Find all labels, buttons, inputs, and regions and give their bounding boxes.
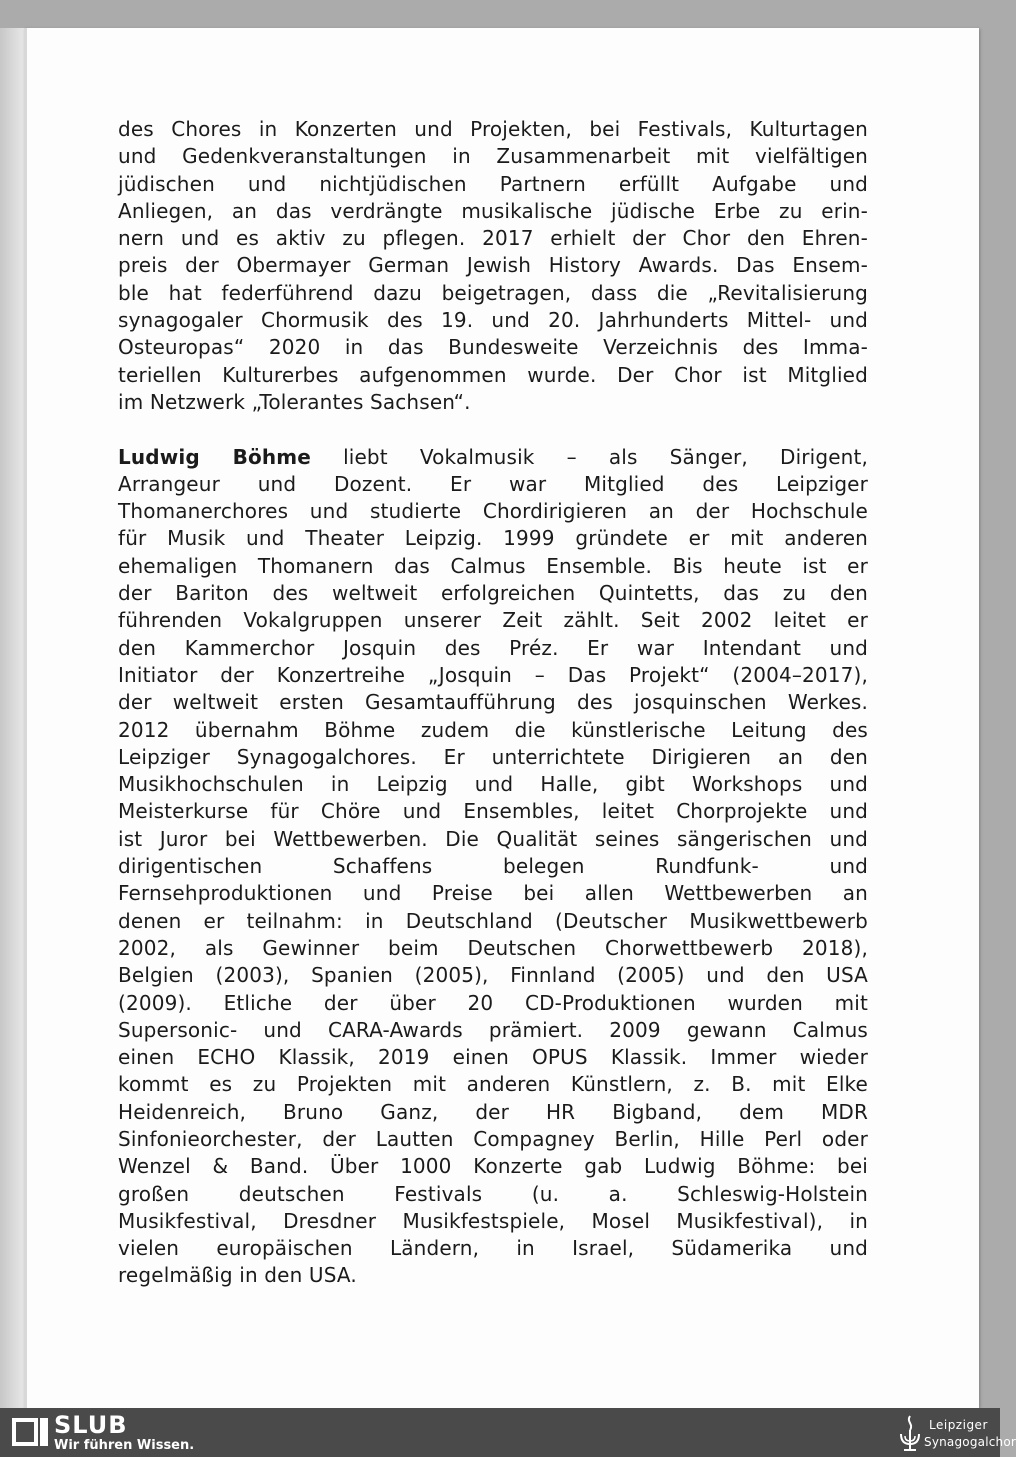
text-line: Osteuropas“ 2020 in das Bundesweite Verzeichnis des Imma- xyxy=(118,335,868,360)
text-line: Supersonic- und CARA-Awards prämiert. 2009 gewann Calmus xyxy=(118,1017,868,1042)
text-line: ble hat federführend dazu beigetragen, dass die „Revitalisierung xyxy=(118,280,868,305)
text-line: Leipziger Synagogalchores. Er unterrichtete Dirigieren an den xyxy=(118,744,868,769)
text-line: der Bariton des weltweit erfolgreichen Quintetts, das zu den xyxy=(118,581,868,606)
text-line: jüdischen und nichtjüdischen Partnern erfüllt Aufgabe und xyxy=(118,171,868,196)
text-line: für Musik und Theater Leipzig. 1999 gründete er mit anderen xyxy=(118,526,868,551)
text-line: einen ECHO Klassik, 2019 einen OPUS Klassik. Immer wieder xyxy=(118,1045,868,1070)
text-line: Musikhochschulen in Leipzig und Halle, gibt Workshops und xyxy=(118,772,868,797)
text-line: nern und es aktiv zu pflegen. 2017 erhielt der Chor den Ehren- xyxy=(118,226,868,251)
text-line: führenden Vokalgruppen unserer Zeit zählt. Seit 2002 leitet er xyxy=(118,608,868,633)
text-line: 2012 übernahm Böhme zudem die künstlerische Leitung des xyxy=(118,717,868,742)
text-line: Arrangeur und Dozent. Er war Mitglied des Leipziger xyxy=(118,471,868,496)
text-line: Wenzel & Band. Über 1000 Konzerte gab Ludwig Böhme: bei xyxy=(118,1154,868,1179)
text-line: ist Juror bei Wettbewerben. Die Qualität seines sängerischen und xyxy=(118,826,868,851)
text-line: synagogaler Chormusik des 19. und 20. Jahrhunderts Mittel- und xyxy=(118,308,868,333)
footer-bar xyxy=(0,1408,1016,1457)
text-line: 2002, als Gewinner beim Deutschen Chorwettbewerb 2018), xyxy=(118,935,868,960)
slub-name[interactable]: SLUB xyxy=(54,1411,128,1439)
text-line: denen er teilnahm: in Deutschland (Deutscher Musikwettbewerb xyxy=(118,908,868,933)
slub-logo-icon[interactable] xyxy=(10,1414,50,1450)
bio-first-line xyxy=(118,444,868,471)
text-line: im Netzwerk „Tolerantes Sachsen“. xyxy=(118,389,471,414)
text-line: Meisterkurse für Chöre und Ensembles, leitet Chorprojekte und xyxy=(118,799,868,824)
partner-name-line1: Leipziger xyxy=(929,1418,988,1432)
body-text xyxy=(118,116,868,1290)
text-line: Heidenreich, Bruno Ganz, der HR Bigband, dem MDR xyxy=(118,1099,868,1124)
text-line: kommt es zu Projekten mit anderen Künstlern, z. B. mit Elke xyxy=(118,1072,868,1097)
text-line: der weltweit ersten Gesamtaufführung des josquinschen Werkes. xyxy=(118,690,868,715)
text-line: Sinfonieorchester, der Lautten Compagney Berlin, Hille Perl oder xyxy=(118,1126,868,1151)
text-line: Fernsehproduktionen und Preise bei allen Wettbewerben an xyxy=(118,881,868,906)
slub-tagline: Wir führen Wissen. xyxy=(54,1438,195,1453)
text-line: teriellen Kulturerbes aufgenommen wurde. Der Chor ist Mitglied xyxy=(118,362,868,387)
text-line: großen deutschen Festivals (u. a. Schleswig-Holstein xyxy=(118,1181,868,1206)
text-line: Thomanerchores und studierte Chordirigieren an der Hochschule xyxy=(118,499,868,524)
menorah-icon xyxy=(898,1412,922,1454)
text-line: Anliegen, an das verdrängte musikalische jüdische Erbe zu erin- xyxy=(118,198,868,223)
bio-paragraph xyxy=(118,444,868,1290)
text-line: den Kammerchor Josquin des Préz. Er war Intendant und xyxy=(118,635,868,660)
text-line: preis der Obermayer German Jewish History Awards. Das Ensem- xyxy=(118,253,868,278)
partner-name-line2: Synagogalchor xyxy=(924,1435,1016,1449)
text-line: regelmäßig in den USA. xyxy=(118,1263,357,1288)
bio-first-line-rest: liebt Vokalmusik – als Sänger, Dirigent, xyxy=(310,444,868,469)
intro-paragraph xyxy=(118,116,868,416)
text-line: und Gedenkveranstaltungen in Zusammenarbeit mit vielfältigen xyxy=(118,144,868,169)
text-line: vielen europäischen Ländern, in Israel, Südamerika und xyxy=(118,1236,868,1261)
text-line: Musikfestival, Dresdner Musikfestspiele, Mosel Musikfestival), in xyxy=(118,1208,868,1233)
text-line: des Chores in Konzerten und Projekten, bei Festivals, Kulturtagen xyxy=(118,117,868,141)
binding-gutter xyxy=(0,28,24,1408)
text-line: Belgien (2003), Spanien (2005), Finnland (2005) und den USA xyxy=(118,963,868,988)
paragraph-gap xyxy=(118,416,868,443)
text-line: ehemaligen Thomanern das Calmus Ensemble. Bis heute ist er xyxy=(118,553,868,578)
bio-name: Ludwig Böhme xyxy=(118,444,311,469)
text-line: dirigentischen Schaffens belegen Rundfunk- und xyxy=(118,854,868,879)
text-line: (2009). Etliche der über 20 CD-Produktionen wurden mit xyxy=(118,990,868,1015)
text-line: Initiator der Konzertreihe „Josquin – Das Projekt“ (2004–2017), xyxy=(118,662,868,687)
